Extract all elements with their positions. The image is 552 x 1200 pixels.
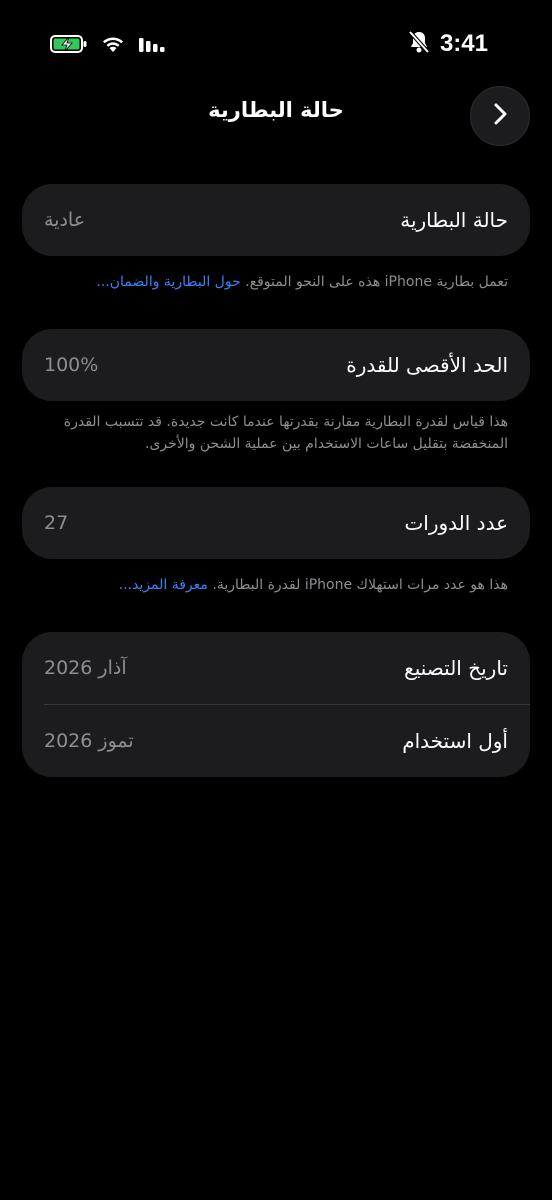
status-icons-right — [408, 30, 488, 58]
back-button[interactable] — [470, 86, 530, 146]
bell-slash-icon — [408, 30, 430, 58]
manufacture-date-value: آذار 2026 — [44, 657, 127, 679]
dates-card — [22, 632, 530, 777]
maximum-capacity-card — [22, 329, 530, 401]
cycle-count-card — [22, 487, 530, 559]
cellular-signal-icon — [138, 35, 166, 57]
battery-health-label: حالة البطارية — [400, 208, 508, 232]
cycle-count-value: 27 — [44, 512, 69, 534]
maximum-capacity-row — [22, 329, 530, 401]
status-time: 3:41 — [439, 30, 488, 57]
navigation-bar — [0, 86, 552, 146]
learn-more-link[interactable]: معرفة المزيد... — [118, 577, 208, 593]
status-icons-left — [50, 34, 166, 58]
page-title: حالة البطارية — [208, 98, 344, 122]
chevron-right-icon — [491, 102, 509, 130]
manufacture-date-row — [22, 632, 530, 704]
battery-health-footnote — [50, 271, 508, 293]
battery-warranty-link[interactable]: حول البطارية والضمان... — [96, 274, 241, 290]
first-use-value: تموز 2026 — [44, 730, 134, 752]
first-use-row — [22, 705, 530, 777]
battery-health-footnote-text: تعمل بطارية iPhone هذه على النحو المتوقع. — [245, 274, 508, 290]
first-use-label: أول استخدام — [402, 729, 508, 753]
battery-health-card — [22, 184, 530, 256]
maximum-capacity-value: 100% — [44, 354, 99, 376]
battery-health-row — [22, 184, 530, 256]
wifi-icon — [100, 34, 126, 58]
manufacture-date-label: تاريخ التصنيع — [404, 656, 508, 680]
cycle-count-footnote-text: هذا هو عدد مرات استهلاك iPhone لقدرة البطارية. — [212, 577, 508, 593]
cycle-count-row — [22, 487, 530, 559]
maximum-capacity-footnote-text: هذا قياس لقدرة البطارية مقارنة بقدرتها عندما كانت جديدة. قد تتسبب القدرة المنخفضة بتقليل ساعات الاستخدام بين عملية الشحن والأخرى. — [63, 414, 508, 452]
cycle-count-footnote — [50, 574, 508, 596]
battery-health-value: عادية — [44, 209, 86, 231]
battery-charging-icon — [50, 34, 88, 58]
maximum-capacity-footnote — [50, 411, 508, 455]
maximum-capacity-label: الحد الأقصى للقدرة — [346, 353, 508, 377]
cycle-count-label: عدد الدورات — [404, 511, 508, 535]
status-bar — [0, 0, 552, 90]
